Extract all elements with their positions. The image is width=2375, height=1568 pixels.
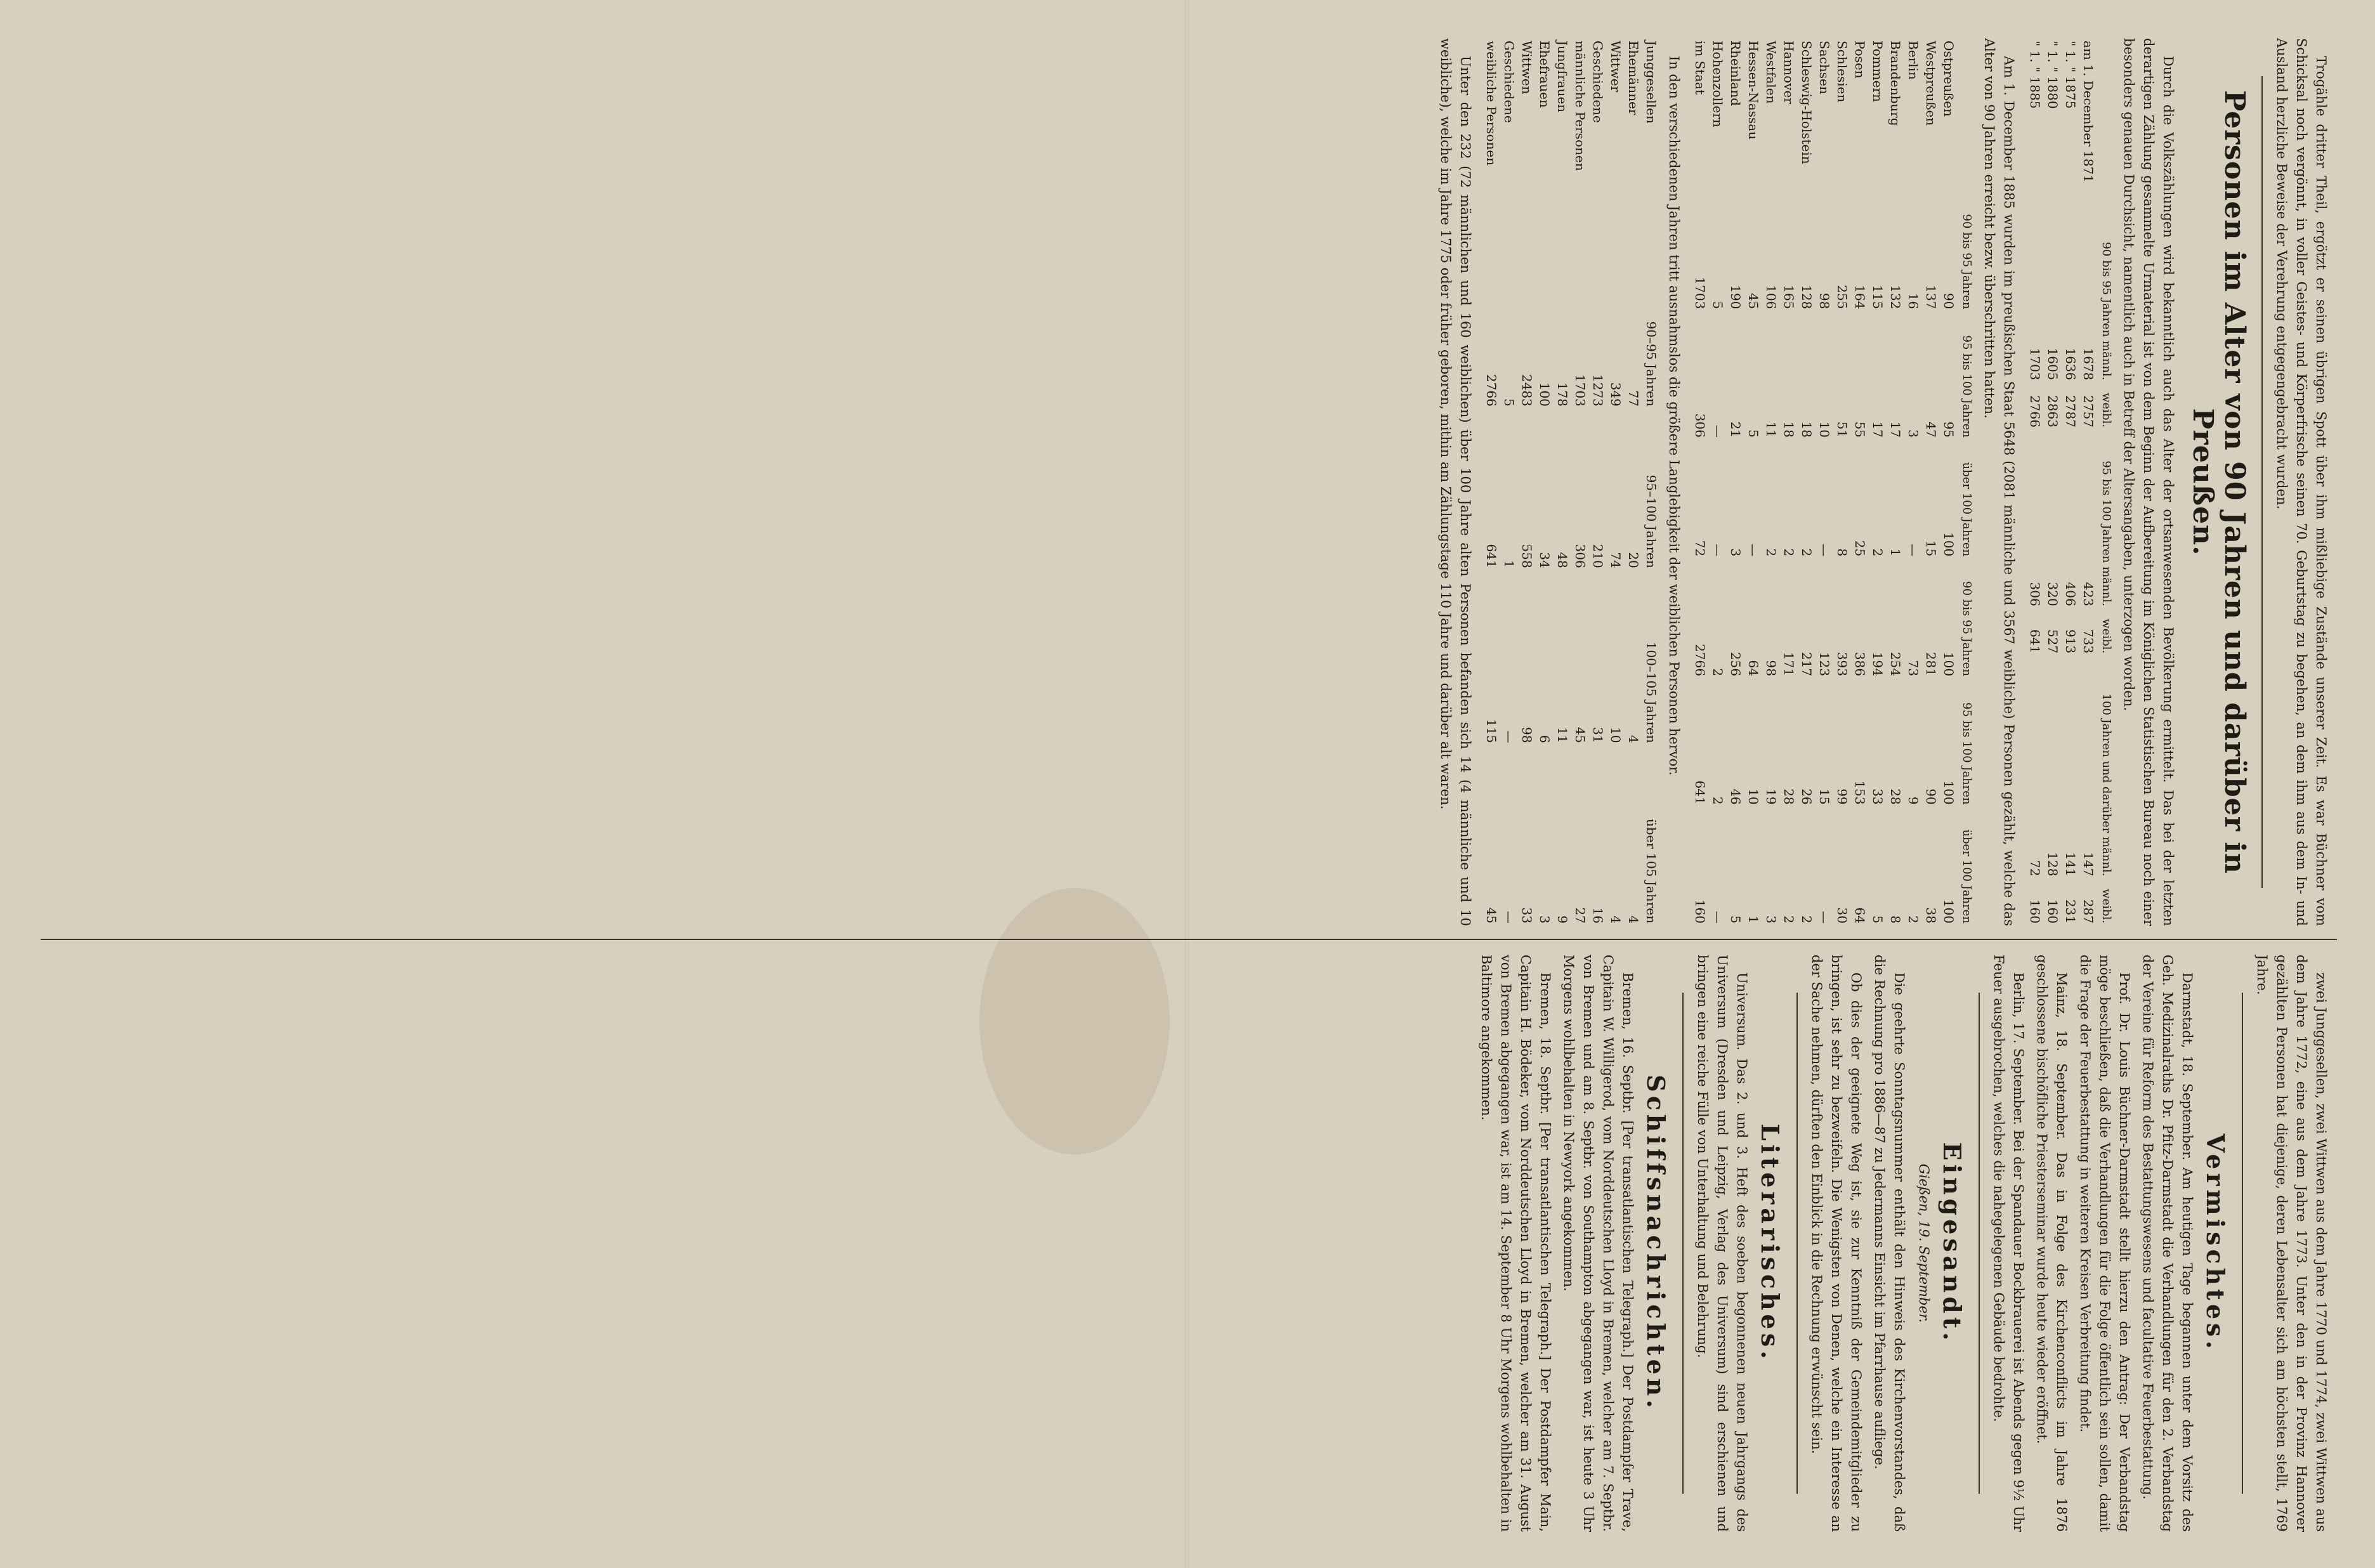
table-cell: 5 bbox=[1728, 915, 1743, 924]
article-paragraph: In den verschiedenen Jahren tritt ausnahmslos die größere Langlebigkeit der weiblichen Personen hervor. bbox=[1666, 56, 1682, 776]
table-cell: Ehemänner bbox=[1626, 41, 1641, 115]
table-cell: Wittwen bbox=[1519, 41, 1534, 95]
table-cell: 115 bbox=[1870, 285, 1885, 310]
news-item: Die geehrte Sonntagsnummer enthält den Hinweis des Kirchenvorstandes, daß die Rechnung pro 1886—87 zu Jedermanns Einsicht im Pfarrhause aufliege. bbox=[1872, 955, 1907, 1532]
table-row bbox=[1833, 38, 1851, 926]
table-cell: " 1. " 1875 bbox=[2063, 41, 2078, 109]
table-row bbox=[1500, 38, 1518, 926]
column-rule bbox=[41, 939, 2337, 940]
table-cell: 2863 bbox=[2045, 395, 2060, 428]
table-cell: über 100 Jahren bbox=[1960, 462, 1973, 557]
table-cell: 10 bbox=[1608, 727, 1623, 743]
table-cell: 100–105 Jahren bbox=[1644, 641, 1659, 743]
table-cell: 95 bis 100 Jahren bbox=[1960, 702, 1973, 805]
table-cell: 147 bbox=[2081, 852, 2096, 877]
table-row bbox=[1625, 38, 1642, 926]
table-cell: 8 bbox=[1835, 548, 1850, 557]
table-cell: 160 bbox=[2027, 899, 2043, 924]
table-cell: Jungfrauen bbox=[1555, 41, 1570, 113]
table-cell: 11 bbox=[1763, 421, 1779, 438]
table-cell: 2 bbox=[1781, 548, 1796, 557]
table-cell: 2766 bbox=[1484, 374, 1499, 407]
news-item: Mainz, 18. September. Das in Folge des Kirchenconflicts im Jahre 1876 geschlossene bischöfliche Priesterseminar wurde heute wieder eröffnet. bbox=[2034, 955, 2069, 1532]
news-item: Bremen, 16. Septbr. [Per transatlantischen Telegraph.] Der Postdampfer Trave, Capitain W. Willigerod, vom Norddeutschen Lloyd in Bremen, welcher am 7. Septbr. von Bremen und am 8. Septbr. von Southampton abgegangen war, ist heute 3 Uhr Morgens wohlbehalten in Newyork angekommen. bbox=[1561, 955, 1635, 1532]
table-cell: 98 bbox=[1817, 292, 1832, 310]
age-table-years bbox=[2026, 38, 2115, 926]
table-cell: 2 bbox=[1870, 548, 1885, 557]
table-cell: 11 bbox=[1555, 727, 1570, 743]
table-cell: 1605 bbox=[2045, 348, 2060, 381]
table-row bbox=[1642, 38, 1660, 926]
table-cell: 64 bbox=[1746, 660, 1761, 677]
table-cell: 95 bbox=[1941, 421, 1956, 438]
table-cell: 90 bbox=[1941, 292, 1956, 310]
table-cell: — bbox=[1710, 544, 1725, 557]
age-table-provinces bbox=[1691, 38, 1975, 926]
table-cell: 106 bbox=[1763, 285, 1779, 310]
table-cell: 64 bbox=[1852, 907, 1868, 924]
table-cell: Westpreußen bbox=[1923, 41, 1939, 126]
table-cell: Sachsen bbox=[1817, 41, 1832, 95]
table-cell: 100 bbox=[1941, 651, 1956, 677]
table-cell: 38 bbox=[1923, 907, 1939, 924]
table-cell: 2 bbox=[1710, 668, 1725, 677]
table-cell: 128 bbox=[2045, 852, 2060, 877]
table-cell: 46 bbox=[1728, 788, 1743, 805]
table-row bbox=[1709, 38, 1727, 926]
table-cell: 8 bbox=[1888, 915, 1903, 924]
table-cell: Pommern bbox=[1870, 41, 1885, 102]
table-cell: 2 bbox=[1781, 915, 1796, 924]
table-cell: 10 bbox=[1746, 788, 1761, 805]
table-row bbox=[2026, 38, 2044, 926]
table-cell: 77 bbox=[1626, 390, 1641, 407]
news-item: Darmstadt, 18. September. Am heutigen Tage begannen unter dem Vorsitz des Geh. Medizinalraths Dr. Pfitz-Darmstadt die Verhandlungen für den 2. Verbandstag der Vereine für Reform des Bestattungswesens und facultative Feuerbestattung. bbox=[2140, 955, 2195, 1532]
table-cell: 2 bbox=[1799, 915, 1814, 924]
table-cell: über 105 Jahren bbox=[1644, 818, 1659, 924]
table-cell: 641 bbox=[2027, 629, 2043, 654]
table-cell: 217 bbox=[1799, 651, 1814, 677]
table-cell: 90–95 Jahren bbox=[1644, 321, 1659, 407]
table-cell: 2 bbox=[1710, 796, 1725, 805]
table-row bbox=[1744, 38, 1762, 926]
table-cell: Hohenzollern bbox=[1710, 41, 1725, 127]
table-cell: 128 bbox=[1799, 285, 1814, 310]
table-cell: 393 bbox=[1835, 651, 1850, 677]
table-row bbox=[1482, 38, 1500, 926]
table-cell: 17 bbox=[1870, 421, 1885, 438]
news-item: Prof. Dr. Louis Büchner-Darmstadt stellt hierzu den Antrag: Der Verbandstag möge beschließen, daß die Verhandlungen für die Folge öffentlich sein sollen, damit die Frage der Feuerbestattung in weiteren Kreisen Verbreitung findet. bbox=[2077, 955, 2132, 1532]
table-cell: 55 bbox=[1852, 421, 1868, 438]
table-cell: 160 bbox=[1692, 899, 1708, 924]
table-cell: 45 bbox=[1573, 727, 1588, 743]
table-cell: 33 bbox=[1870, 788, 1885, 805]
table-cell: Ehefrauen bbox=[1537, 41, 1552, 108]
table-cell: Westfalen bbox=[1763, 41, 1779, 104]
table-cell: 641 bbox=[1484, 544, 1499, 568]
table-cell: 51 bbox=[1835, 421, 1850, 438]
table-cell: 31 bbox=[1590, 727, 1606, 743]
table-cell: 19 bbox=[1763, 788, 1779, 805]
table-row bbox=[1554, 38, 1571, 926]
table-cell: — bbox=[1502, 911, 1517, 924]
news-item: Universum. Das 2. und 3. Heft des soeben begonnenen neuen Jahrgangs des Universum (Dresden und Leipzig, Verlag des Universum) sind erschienen und bringen eine reiche Fülle von Unterhaltung und Belehrung. bbox=[1695, 955, 1750, 1532]
table-cell: 95 bis 100 Jahren bbox=[1960, 335, 1973, 438]
table-cell: 255 bbox=[1835, 285, 1850, 310]
table-cell: 287 bbox=[2081, 899, 2096, 924]
table-cell: 306 bbox=[1692, 413, 1708, 438]
table-cell: " 1. " 1880 bbox=[2045, 41, 2060, 109]
table-row bbox=[1727, 38, 1744, 926]
table-row bbox=[1922, 38, 1940, 926]
table-row bbox=[1798, 38, 1816, 926]
table-row bbox=[1607, 38, 1625, 926]
table-cell: 153 bbox=[1852, 780, 1868, 805]
table-row bbox=[1851, 38, 1869, 926]
table-cell bbox=[2097, 38, 2115, 212]
table-cell: 231 bbox=[2063, 899, 2078, 924]
table-cell: 18 bbox=[1781, 421, 1796, 438]
table-cell: 72 bbox=[1692, 540, 1708, 557]
table-row bbox=[1816, 38, 1833, 926]
table-cell: über 100 Jahren bbox=[1960, 829, 1973, 924]
article-column-right bbox=[47, 955, 2331, 1532]
section-heading-vermischtes: Vermischtes. bbox=[2201, 1134, 2230, 1353]
table-cell: 194 bbox=[1870, 651, 1885, 677]
table-cell: 2 bbox=[1763, 548, 1779, 557]
table-cell: 132 bbox=[1888, 285, 1903, 310]
table-cell: 3 bbox=[1537, 915, 1552, 924]
table-cell: 5 bbox=[1870, 915, 1885, 924]
table-cell: 281 bbox=[1923, 651, 1939, 677]
table-cell: 90 bbox=[1923, 788, 1939, 805]
article-intro: Trogähle dritter Theil, ergötzt er seinen übrigen Spott über ihm mißliebige Zustände unserer Zeit. Es war Büchner vom Schicksal noch vergönnt, in voller Geistes- und Körperfrische seinen 70. Geburtstag zu begehen, an dem ihm aus dem In- und Ausland herzliche Beweise der Verehrung entgegengebracht wurden. bbox=[2274, 38, 2329, 926]
table-row bbox=[1571, 38, 1589, 926]
table-cell: weibl. bbox=[2100, 393, 2113, 428]
table-cell: 10 bbox=[1817, 421, 1832, 438]
table-cell: 137 bbox=[1923, 285, 1939, 310]
table-cell: 2483 bbox=[1519, 374, 1534, 407]
table-cell: 1273 bbox=[1590, 374, 1606, 407]
table-cell: 115 bbox=[1484, 719, 1499, 743]
table-cell: Hessen-Nassau bbox=[1746, 41, 1761, 140]
table-cell: 2766 bbox=[1692, 644, 1708, 677]
table-cell: — bbox=[1746, 544, 1761, 557]
article-column-left bbox=[47, 38, 2331, 926]
table-cell: männliche Personen bbox=[1573, 41, 1588, 171]
table-cell: 256 bbox=[1728, 651, 1743, 677]
table-cell: 15 bbox=[1923, 540, 1939, 557]
table-cell: 1 bbox=[1502, 560, 1517, 568]
table-cell: 9 bbox=[1906, 796, 1921, 805]
table-row bbox=[1589, 38, 1607, 926]
table-cell: 45 bbox=[1746, 292, 1761, 310]
table-cell: 100 bbox=[1941, 780, 1956, 805]
table-cell: 306 bbox=[2027, 582, 2043, 606]
table-cell: — bbox=[1817, 911, 1832, 924]
table-cell: — bbox=[1710, 911, 1725, 924]
table-cell: 423 bbox=[2081, 582, 2096, 606]
table-row bbox=[2079, 38, 2097, 926]
table-cell: 45 bbox=[1484, 907, 1499, 924]
table-cell: 72 bbox=[2027, 859, 2043, 877]
table-cell: weibliche Personen bbox=[1484, 41, 1499, 166]
table-cell: 25 bbox=[1852, 540, 1868, 557]
table-row bbox=[1536, 38, 1554, 926]
table-cell: 320 bbox=[2045, 582, 2060, 606]
news-item: Bremen, 18. Septbr. [Per transatlantischen Telegraph.] Der Postdampfer Main, Capitain H. Bödeker, vom Norddeutschen Lloyd in Bremen, welcher am 31. August von Bremen abgegangen war, ist am 14. September 8 Uhr Morgens wohlbehalten in Baltimore angekommen. bbox=[1479, 955, 1553, 1532]
table-cell: 16 bbox=[1590, 907, 1606, 924]
table-cell: 5 bbox=[1502, 398, 1517, 407]
table-cell: 4 bbox=[1626, 735, 1641, 743]
table-cell: Wittwer bbox=[1608, 41, 1623, 93]
table-cell: — bbox=[1817, 544, 1832, 557]
table-row bbox=[2044, 38, 2062, 926]
table-cell: 28 bbox=[1888, 788, 1903, 805]
table-cell: 73 bbox=[1906, 660, 1921, 677]
table-cell: 90 bis 95 Jahren bbox=[1960, 581, 1973, 677]
table-cell: weibl. bbox=[2100, 618, 2113, 654]
table-cell: 4 bbox=[1608, 915, 1623, 924]
table-cell: 2 bbox=[1799, 548, 1814, 557]
table-cell: 1 bbox=[1888, 548, 1903, 557]
table-cell: 2 bbox=[1906, 915, 1921, 924]
table-cell: im Staat bbox=[1692, 41, 1708, 95]
table-cell: 90 bis 95 Jahren männl. bbox=[2100, 242, 2113, 381]
table-cell: 90 bis 95 Jahren bbox=[1960, 214, 1973, 310]
table-cell: 386 bbox=[1852, 651, 1868, 677]
table-cell: 164 bbox=[1852, 285, 1868, 310]
table-cell: 27 bbox=[1573, 907, 1588, 924]
table-cell: 16 bbox=[1906, 292, 1921, 310]
table-cell: 99 bbox=[1835, 788, 1850, 805]
table-cell: 95 bis 100 Jahren männl. bbox=[2100, 461, 2113, 606]
table-cell: 306 bbox=[1573, 544, 1588, 568]
table-row bbox=[1691, 38, 1709, 926]
separator-rule bbox=[2261, 76, 2263, 888]
table-cell: 5 bbox=[1746, 429, 1761, 438]
table-cell: 33 bbox=[1519, 907, 1534, 924]
table-cell: 100 bbox=[1537, 382, 1552, 407]
table-cell: 18 bbox=[1799, 421, 1814, 438]
table-row bbox=[1518, 38, 1536, 926]
table-cell: 641 bbox=[1692, 780, 1708, 805]
table-cell: 3 bbox=[1906, 429, 1921, 438]
table-cell: 406 bbox=[2063, 582, 2078, 606]
separator-rule bbox=[2242, 993, 2243, 1494]
table-cell: — bbox=[1502, 730, 1517, 743]
table-cell: 6 bbox=[1537, 735, 1552, 743]
separator-rule bbox=[1979, 993, 1980, 1494]
table-cell: 9 bbox=[1555, 915, 1570, 924]
table-cell: 21 bbox=[1728, 421, 1743, 438]
table-cell: Geschiedene bbox=[1502, 41, 1517, 123]
dateline: Gießen, 19. September. bbox=[1916, 1163, 1932, 1323]
table-cell: 95–100 Jahren bbox=[1644, 474, 1659, 568]
table-row bbox=[1904, 38, 1922, 926]
article-paragraph: Am 1. December 1885 wurden im preußischen Staat 5648 (2081 männliche und 3567 weibliche) Personen gezählt, welche das Alter von 90 Jahren erreicht bezw. überschritten hatten. bbox=[1982, 38, 2017, 926]
table-cell: 1703 bbox=[2027, 348, 2043, 381]
table-cell: 4 bbox=[1626, 915, 1641, 924]
table-cell: 349 bbox=[1608, 382, 1623, 407]
table-cell: 123 bbox=[1817, 651, 1832, 677]
section-heading-schiffsnachrichten: Schiffsnachrichten. bbox=[1642, 1075, 1670, 1412]
table-cell: 165 bbox=[1781, 285, 1796, 310]
table-cell: 15 bbox=[1817, 788, 1832, 805]
table-cell: Posen bbox=[1852, 41, 1868, 79]
table-cell: 17 bbox=[1888, 421, 1903, 438]
table-cell: 1703 bbox=[1692, 277, 1708, 310]
table-cell: 34 bbox=[1537, 552, 1552, 568]
table-cell: Schleswig-Holstein bbox=[1799, 41, 1814, 164]
article-paragraph: Unter den 232 (72 männlichen und 160 weiblichen) über 100 Jahre alten Personen befanden sich 14 (4 männliche und 10 weibliche), welche im Jahre 1775 oder früher geboren, mithin am Zählungstage 110 Jahre und darüber alt waren. bbox=[1438, 38, 1473, 926]
section-heading-literarisches: Literarisches. bbox=[1756, 1123, 1784, 1363]
table-cell: 1 bbox=[1746, 915, 1761, 924]
table-cell: 160 bbox=[2045, 899, 2060, 924]
table-cell: 100 bbox=[1941, 899, 1956, 924]
table-cell: 254 bbox=[1888, 651, 1903, 677]
table-cell: 190 bbox=[1728, 285, 1743, 310]
table-cell: 210 bbox=[1590, 544, 1606, 568]
table-cell: Geschiedene bbox=[1590, 41, 1606, 123]
table-cell: — bbox=[1710, 424, 1725, 438]
table-cell: — bbox=[1906, 544, 1921, 557]
table-cell: 5 bbox=[1710, 301, 1725, 310]
separator-rule bbox=[1796, 993, 1798, 1494]
table-cell: Brandenburg bbox=[1888, 41, 1903, 126]
table-row bbox=[1780, 38, 1798, 926]
table-cell: 2766 bbox=[2027, 395, 2043, 428]
table-cell: 171 bbox=[1781, 651, 1796, 677]
news-item: Berlin, 17. September. Bei der Spandauer Bockbrauerei ist Abends gegen 9½ Uhr Feuer ausgebrochen, welches die nahegelegenen Gebäude bedrohte. bbox=[1991, 955, 2026, 1532]
table-cell: 3 bbox=[1728, 548, 1743, 557]
table-cell: 141 bbox=[2063, 852, 2078, 877]
table-cell: Ostpreußen bbox=[1941, 41, 1956, 117]
table-row bbox=[1887, 38, 1904, 926]
table-cell: 2757 bbox=[2081, 395, 2096, 428]
news-item: Ob dies der geeignete Weg ist, sie zur Kenntniß der Gemeindemitglieder zu bringen, ist sehr zu bezweifeln. Die Wenigsten von Denen, welche ein Interesse an der Sache nehmen, dürften den Einblick in die Rechnung erwünscht sein. bbox=[1809, 955, 1864, 1532]
table-cell: 98 bbox=[1519, 727, 1534, 743]
table-cell: 913 bbox=[2063, 629, 2078, 654]
separator-rule bbox=[1682, 993, 1684, 1494]
table-cell: " 1. " 1885 bbox=[2027, 41, 2043, 109]
table-cell: Junggesellen bbox=[1644, 41, 1659, 124]
table-cell: 3 bbox=[1763, 915, 1779, 924]
table-cell: 2787 bbox=[2063, 395, 2078, 428]
table-cell: weibl. bbox=[2100, 889, 2113, 924]
table-cell: am 1. December 1871 bbox=[2081, 41, 2096, 183]
table-cell: 74 bbox=[1608, 552, 1623, 568]
table-cell: 20 bbox=[1626, 552, 1641, 568]
table-cell: 1703 bbox=[1573, 374, 1588, 407]
table-cell: 100 bbox=[1941, 532, 1956, 557]
table-cell: 733 bbox=[2081, 629, 2096, 654]
table-cell: Hannover bbox=[1781, 41, 1796, 104]
table-cell: Berlin bbox=[1906, 41, 1921, 80]
table-cell: 48 bbox=[1555, 552, 1570, 568]
table-row bbox=[1762, 38, 1780, 926]
table-cell: 1678 bbox=[2081, 348, 2096, 381]
table-cell: 100 Jahren und darüber männl. bbox=[2100, 693, 2113, 877]
table-cell: 26 bbox=[1799, 788, 1814, 805]
article-paragraph: zwei Junggesellen, zwei Wittwen aus dem Jahre 1770 und 1774, zwei Wittwen aus dem Jahre 1772, eine aus dem Jahre 1773. Unter den in der Provinz Hannover gezählten Personen hat diejenige, deren Lebensalter sich am höchsten stellt, 1769 Jahre. bbox=[2254, 955, 2329, 1532]
section-heading-eingesandt: Eingesandt. bbox=[1938, 1142, 1966, 1345]
table-cell: 1636 bbox=[2063, 348, 2078, 381]
table-cell: 178 bbox=[1555, 382, 1570, 407]
article-paragraph: Durch die Volkszählungen wird bekanntlich auch das Alter der ortsanwesenden Bevölkerung ermittelt. Das bei der letzten derartigen Zählung gesammelte Urmaterial ist von dem Beginn der Aufbereitung im Königlichen Statistischen Bureau noch einer besonders genauen Durchsicht, namentlich auch in Betreff der Altersangaben, unterzogen worden. bbox=[2121, 38, 2176, 926]
table-cell: Schlesien bbox=[1835, 41, 1850, 103]
table-row bbox=[1940, 38, 1958, 926]
table-cell: 30 bbox=[1835, 907, 1850, 924]
table-cell: Rheinland bbox=[1728, 41, 1743, 107]
table-cell: 527 bbox=[2045, 629, 2060, 654]
table-cell: 47 bbox=[1923, 421, 1939, 438]
table-row bbox=[1869, 38, 1887, 926]
article-heading: Personen im Alter von 90 Jahren und darüber in Preußen. bbox=[2187, 90, 2251, 874]
table-cell: 98 bbox=[1763, 660, 1779, 677]
table-cell: 28 bbox=[1781, 788, 1796, 805]
age-table-status bbox=[1482, 38, 1660, 926]
table-row bbox=[2062, 38, 2079, 926]
table-cell bbox=[1958, 38, 1975, 192]
table-cell: 558 bbox=[1519, 544, 1534, 568]
